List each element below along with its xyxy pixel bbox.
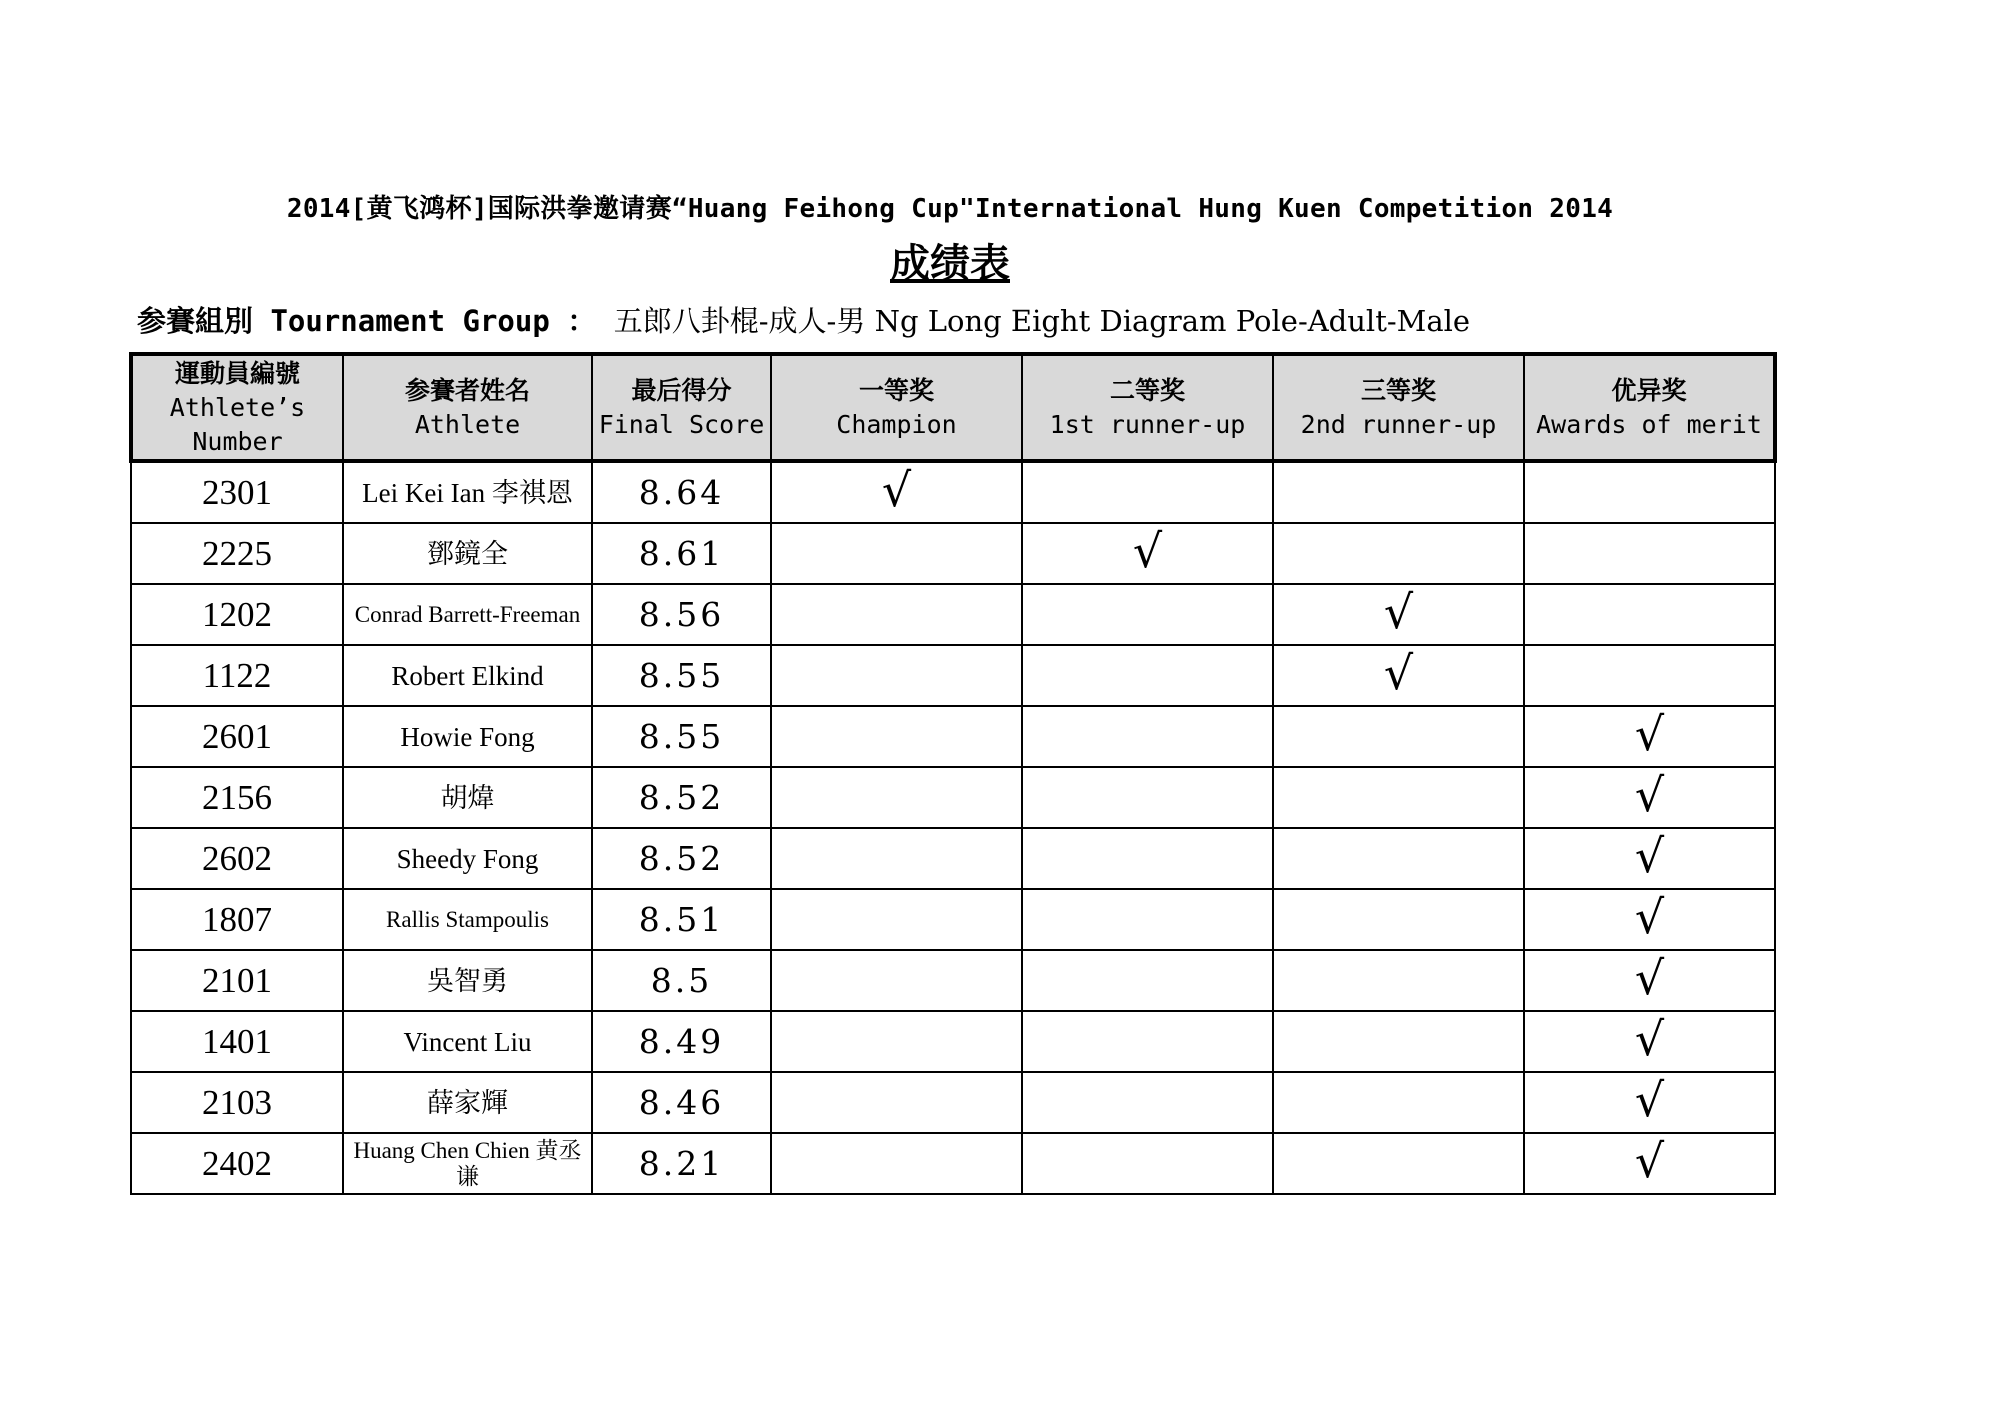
award-2nd-runner-up-cell [1273, 828, 1524, 889]
award-champion-cell [771, 767, 1022, 828]
award-1st-runner-up-cell [1022, 767, 1273, 828]
award-2nd-runner-up-cell [1273, 1011, 1524, 1072]
col-header-athlete [343, 354, 592, 461]
table-row [131, 889, 1775, 950]
col-header-score [592, 354, 771, 461]
award-merit-cell [1524, 828, 1775, 889]
award-2nd-runner-up-cell [1273, 1072, 1524, 1133]
athlete-number: 1807 [131, 889, 343, 950]
award-2nd-runner-up-cell [1273, 523, 1524, 584]
award-1st-runner-up-cell [1022, 645, 1273, 706]
col-header-zh: 二等奖 [1109, 375, 1185, 405]
athlete-number: 2601 [131, 706, 343, 767]
col-header-en: Champion [836, 409, 957, 439]
results-body [131, 461, 1775, 1194]
award-champion-cell [771, 645, 1022, 706]
col-header-zh: 一等奖 [858, 375, 934, 405]
table-row [131, 461, 1775, 523]
table-row [131, 584, 1775, 645]
award-champion-cell [771, 523, 1022, 584]
athlete-name: Howie Fong [343, 706, 592, 767]
award-1st-runner-up-cell [1022, 1072, 1273, 1133]
col-header-merit [1524, 354, 1775, 461]
award-merit-cell [1524, 523, 1775, 584]
check-mark-icon: √ [1383, 645, 1414, 700]
col-header-number [131, 354, 343, 461]
table-row [131, 828, 1775, 889]
award-merit-cell [1524, 950, 1775, 1011]
col-header-2nd-runner-up [1273, 354, 1524, 461]
athlete-name: Rallis Stampoulis [343, 889, 592, 950]
check-mark-icon: √ [1383, 584, 1414, 639]
competition-title: 2014[黄飞鸿杯]国际洪拳邀请赛“Huang Feihong Cup"International Hung Kuen Competition 2014 [286, 194, 1614, 224]
award-2nd-runner-up-cell [1273, 645, 1524, 706]
check-mark-icon: √ [1634, 1133, 1665, 1188]
final-score: 8.52 [592, 767, 771, 828]
check-mark-icon: √ [881, 462, 912, 517]
athlete-number: 2402 [131, 1133, 343, 1194]
table-row [131, 706, 1775, 767]
athlete-number: 2602 [131, 828, 343, 889]
table-row [131, 523, 1775, 584]
final-score: 8.56 [592, 584, 771, 645]
col-header-zh: 参賽者姓名 [404, 375, 530, 405]
final-score: 8.52 [592, 828, 771, 889]
tournament-group-value: 五郎八卦棍-成人-男 Ng Long Eight Diagram Pole-Adult-Male [613, 304, 1471, 338]
athlete-name: 吳智勇 [343, 950, 592, 1011]
table-row [131, 1011, 1775, 1072]
award-merit-cell [1524, 1072, 1775, 1133]
award-1st-runner-up-cell [1022, 889, 1273, 950]
col-header-zh: 最后得分 [631, 375, 732, 405]
final-score: 8.49 [592, 1011, 771, 1072]
athlete-number: 2225 [131, 523, 343, 584]
award-merit-cell [1524, 706, 1775, 767]
athlete-number: 2301 [131, 461, 343, 523]
check-mark-icon: √ [1634, 1072, 1665, 1127]
check-mark-icon: √ [1634, 828, 1665, 883]
athlete-number: 1122 [131, 645, 343, 706]
check-mark-icon: √ [1634, 767, 1665, 822]
award-champion-cell [771, 584, 1022, 645]
award-2nd-runner-up-cell [1273, 950, 1524, 1011]
col-header-en: Awards of merit [1536, 409, 1762, 439]
athlete-name: Conrad Barrett-Freeman [343, 584, 592, 645]
athlete-name: Robert Elkind [343, 645, 592, 706]
award-champion-cell [771, 828, 1022, 889]
athlete-name: Vincent Liu [343, 1011, 592, 1072]
results-header [131, 354, 1775, 461]
award-1st-runner-up-cell [1022, 1011, 1273, 1072]
check-mark-icon: √ [1634, 889, 1665, 944]
final-score: 8.51 [592, 889, 771, 950]
table-row [131, 645, 1775, 706]
table-row [131, 1072, 1775, 1133]
athlete-name: Huang Chen Chien 黄丞谦 [343, 1133, 592, 1194]
award-champion-cell [771, 1011, 1022, 1072]
col-header-zh: 优异奖 [1611, 375, 1687, 405]
award-merit-cell [1524, 584, 1775, 645]
award-merit-cell [1524, 1011, 1775, 1072]
check-mark-icon: √ [1634, 1011, 1665, 1066]
award-2nd-runner-up-cell [1273, 584, 1524, 645]
check-mark-icon: √ [1634, 706, 1665, 761]
athlete-number: 2101 [131, 950, 343, 1011]
award-1st-runner-up-cell [1022, 828, 1273, 889]
athlete-name: Sheedy Fong [343, 828, 592, 889]
award-2nd-runner-up-cell [1273, 461, 1524, 523]
athlete-number: 1401 [131, 1011, 343, 1072]
athlete-number: 2103 [131, 1072, 343, 1133]
award-1st-runner-up-cell [1022, 584, 1273, 645]
tournament-group-label: 参賽組別 Tournament Group ： [137, 304, 597, 338]
award-champion-cell [771, 889, 1022, 950]
check-mark-icon: √ [1132, 523, 1163, 578]
award-2nd-runner-up-cell [1273, 1133, 1524, 1194]
col-header-en: 1st runner-up [1049, 409, 1246, 439]
award-2nd-runner-up-cell [1273, 889, 1524, 950]
sheet-title: 成绩表 [890, 241, 1010, 287]
col-header-zh: 運動員編號 [174, 358, 300, 388]
award-merit-cell [1524, 767, 1775, 828]
award-2nd-runner-up-cell [1273, 767, 1524, 828]
award-1st-runner-up-cell [1022, 950, 1273, 1011]
athlete-name: 胡煒 [343, 767, 592, 828]
award-1st-runner-up-cell [1022, 523, 1273, 584]
col-header-en: Final Score [598, 409, 765, 439]
athlete-name: 薛家輝 [343, 1072, 592, 1133]
award-1st-runner-up-cell [1022, 461, 1273, 523]
col-header-en: Athlete [414, 409, 521, 439]
final-score: 8.55 [592, 645, 771, 706]
col-header-en: 2nd runner-up [1300, 409, 1497, 439]
award-1st-runner-up-cell [1022, 706, 1273, 767]
col-header-1st-runner-up [1022, 354, 1273, 461]
final-score: 8.5 [592, 950, 771, 1011]
col-header-champion [771, 354, 1022, 461]
award-merit-cell [1524, 461, 1775, 523]
award-merit-cell [1524, 645, 1775, 706]
athlete-name: Lei Kei Ian 李祺恩 [343, 461, 592, 523]
award-champion-cell [771, 706, 1022, 767]
check-mark-icon: √ [1634, 950, 1665, 1005]
final-score: 8.21 [592, 1133, 771, 1194]
award-champion-cell [771, 950, 1022, 1011]
award-champion-cell [771, 461, 1022, 523]
col-header-en: Athlete’s Number [169, 392, 306, 456]
award-2nd-runner-up-cell [1273, 706, 1524, 767]
final-score: 8.64 [592, 461, 771, 523]
award-merit-cell [1524, 1133, 1775, 1194]
table-row [131, 950, 1775, 1011]
award-1st-runner-up-cell [1022, 1133, 1273, 1194]
award-merit-cell [1524, 889, 1775, 950]
tournament-group [137, 299, 1470, 340]
col-header-zh: 三等奖 [1360, 375, 1436, 405]
athlete-name: 鄧鏡全 [343, 523, 592, 584]
athlete-number: 1202 [131, 584, 343, 645]
final-score: 8.46 [592, 1072, 771, 1133]
table-row [131, 767, 1775, 828]
final-score: 8.55 [592, 706, 771, 767]
results-table [129, 352, 1777, 1195]
athlete-number: 2156 [131, 767, 343, 828]
final-score: 8.61 [592, 523, 771, 584]
award-champion-cell [771, 1072, 1022, 1133]
table-row [131, 1133, 1775, 1194]
award-champion-cell [771, 1133, 1022, 1194]
